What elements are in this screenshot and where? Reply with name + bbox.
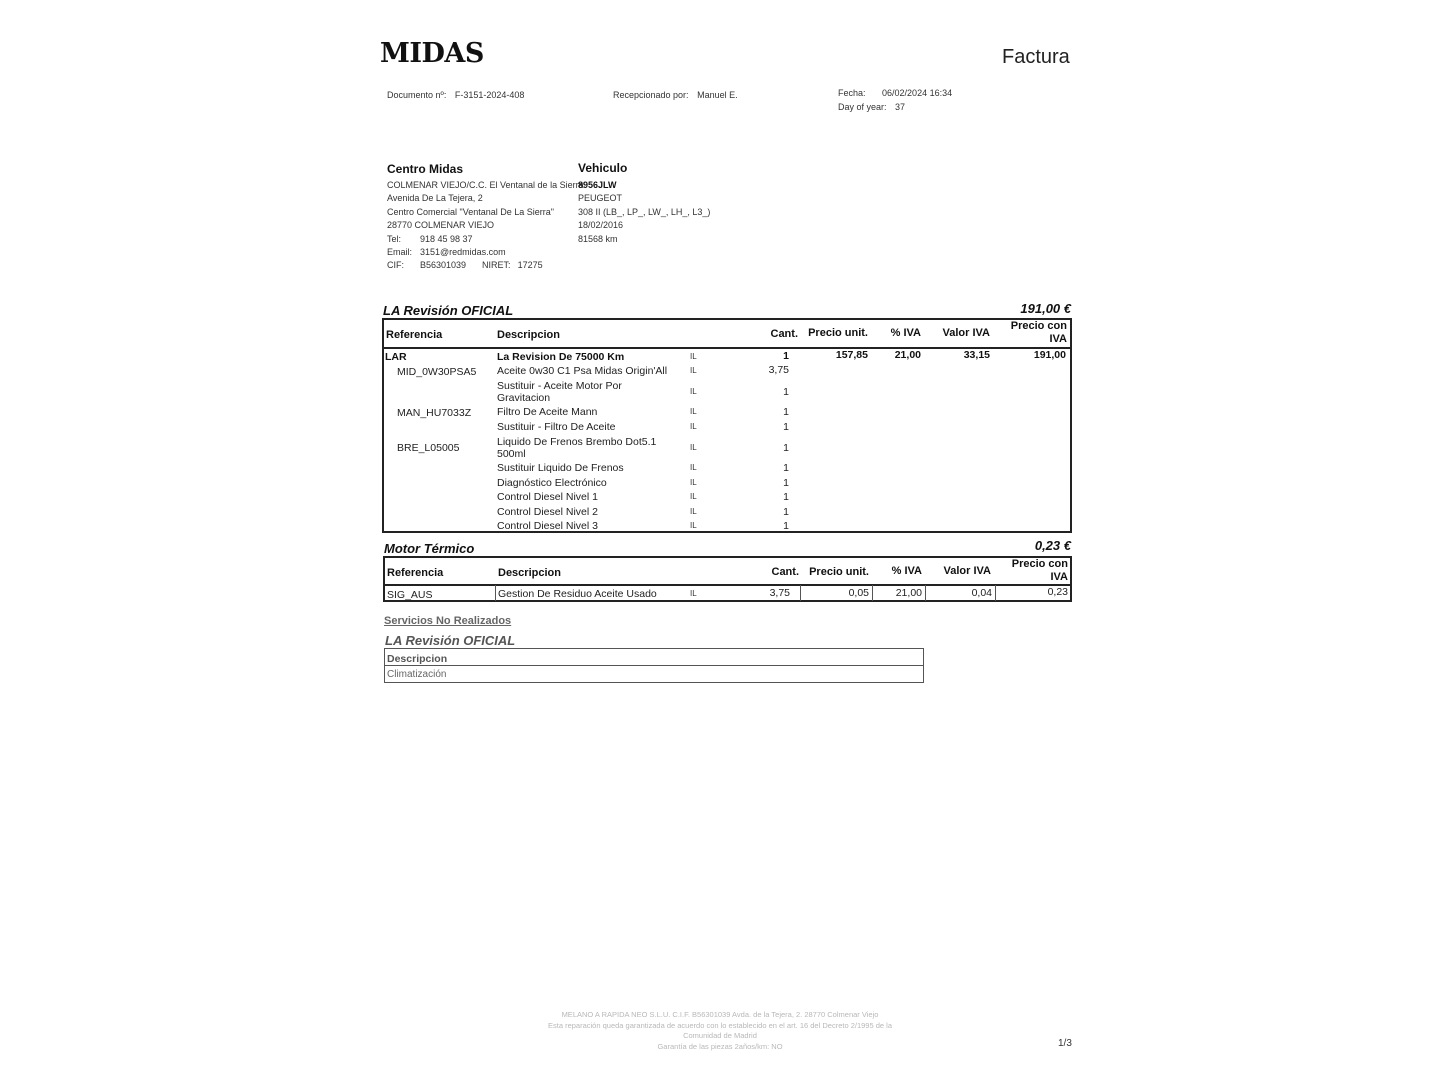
row-unit: IL [690, 352, 697, 361]
row-desc: Aceite 0w30 C1 Psa Midas Origin'All [497, 365, 668, 377]
servicios-no-realizados-heading: Servicios No Realizados [384, 615, 512, 627]
tel-value: 918 45 98 37 [420, 233, 473, 244]
row-desc: Sustituir Liquido De Frenos [497, 462, 624, 474]
col-descripcion: Descripcion [498, 567, 561, 579]
row-desc: Control Diesel Nivel 3 [497, 520, 598, 532]
row-desc-cont: Gravitacion [497, 392, 551, 404]
centro-title: Centro Midas [387, 162, 464, 176]
cif-value: B56301039 [420, 260, 467, 271]
row-cant: 1 [783, 421, 789, 433]
niret-value: 17275 [517, 260, 543, 271]
no-realizados-col: Descripcion [387, 653, 448, 665]
group2-header-divider [384, 584, 1071, 586]
col-iva-pct: % IVA [891, 565, 922, 577]
row-cant: 1 [783, 506, 789, 518]
row-cant: 1 [783, 350, 789, 362]
row-cant: 1 [783, 520, 789, 532]
col-valor-iva: Valor IVA [942, 327, 990, 339]
row-desc: Diagnóstico Electrónico [497, 477, 607, 489]
col-precio-con-iva-l2: IVA [1049, 333, 1067, 345]
row-desc: Liquido De Frenos Brembo Dot5.1 [497, 436, 657, 448]
row-desc: Filtro De Aceite Mann [497, 406, 598, 418]
row-unit: IL [690, 407, 697, 416]
row-unit: IL [690, 478, 697, 487]
dayofyear-label: Day of year: [838, 102, 887, 112]
fecha-value: 06/02/2024 16:34 [882, 88, 953, 98]
row-con-iva: 0,23 [1047, 586, 1068, 598]
legal-footer [500, 1010, 940, 1052]
document-type-title: Factura [1002, 46, 1070, 68]
centro-email [387, 246, 584, 259]
footer-line: Garantía de las piezas 2años/km: NO [657, 1041, 783, 1051]
row-ref: MID_0W30PSA5 [397, 366, 477, 378]
footer-line: Comunidad de Madrid [683, 1031, 757, 1040]
group2-title: Motor Térmico [384, 541, 475, 556]
col-cant: Cant. [771, 566, 799, 578]
documento-label: Documento nº: [387, 90, 447, 100]
row-unit: IL [690, 422, 697, 431]
row-valor-iva: 0,04 [971, 587, 992, 599]
row-precio: 157,85 [835, 349, 868, 361]
col-precio-con-iva-l1: Precio con [1011, 558, 1068, 570]
row-desc: La Revision De 75000 Km [497, 351, 625, 363]
row-iva: 21,00 [894, 349, 921, 361]
centro-line: Avenida De La Tejera, 2 [387, 193, 483, 204]
fecha-label: Fecha: [838, 88, 866, 98]
vehiculo-details [578, 179, 710, 246]
dayofyear-field [838, 102, 905, 112]
footer-line: MELANO A RAPIDA NEO S.L.U. C.I.F. B56301039 Avda. de la Tejera, 2. 28770 Colmenar Viejo [561, 1010, 879, 1019]
row-desc: Gestion De Residuo Aceite Usado [498, 588, 657, 600]
row-unit: IL [690, 507, 697, 516]
row-unit: IL [690, 589, 697, 598]
col-iva-pct: % IVA [890, 327, 921, 339]
row-unit: IL [690, 521, 697, 530]
col-precio-con-iva [996, 558, 1068, 584]
recepcionado-field [613, 90, 738, 100]
row-desc-cont: 500ml [497, 448, 526, 460]
cif-label: CIF: [387, 260, 404, 271]
row-iva: 21,00 [895, 587, 922, 599]
col-precio-con-iva [995, 320, 1067, 346]
tel-label: Tel: [387, 233, 402, 244]
row-precio: 0,05 [848, 587, 869, 599]
group1-total: 191,00 € [1020, 301, 1071, 316]
row-cant: 3,75 [769, 587, 790, 599]
row-cant: 1 [783, 386, 789, 398]
row-valor-iva: 33,15 [963, 349, 990, 361]
row-desc: Sustituir - Filtro De Aceite [497, 421, 616, 433]
row-cant: 1 [783, 477, 789, 489]
row-ref: BRE_L05005 [397, 442, 460, 454]
vehiculo-line: 81568 km [578, 233, 618, 244]
centro-tel [387, 233, 584, 246]
row-cant: 3,75 [768, 364, 789, 376]
col-descripcion: Descripcion [497, 329, 560, 341]
centro-cif [387, 259, 584, 272]
row-ref: MAN_HU7033Z [397, 407, 472, 419]
centro-address [387, 179, 584, 273]
row-cant: 1 [783, 406, 789, 418]
col-precio-con-iva-l2: IVA [1050, 571, 1068, 583]
dayofyear-value: 37 [895, 102, 906, 112]
col-divider [495, 585, 496, 601]
vehiculo-title: Vehiculo [578, 161, 628, 175]
row-cant: 1 [783, 442, 789, 454]
col-precio-con-iva-l1: Precio con [1010, 320, 1067, 332]
row-cant: 1 [783, 491, 789, 503]
col-valor-iva: Valor IVA [943, 565, 991, 577]
email-value: 3151@redmidas.com [420, 247, 506, 258]
no-realizados-divider [385, 665, 923, 666]
recepcionado-label: Recepcionado por: [613, 90, 689, 100]
row-unit: IL [690, 366, 697, 375]
vehiculo-line: 18/02/2016 [578, 220, 624, 231]
documento-field [387, 90, 524, 100]
row-unit: IL [690, 463, 697, 472]
group1-title: LA Revisión OFICIAL [383, 303, 514, 318]
vehiculo-line: 308 II (LB_, LP_, LW_, LH_, L3_) [578, 206, 711, 217]
page-number: 1/3 [1058, 1038, 1072, 1049]
row-unit: IL [690, 492, 697, 501]
row-unit: IL [690, 443, 697, 452]
row-cant: 1 [783, 462, 789, 474]
row-unit: IL [690, 387, 697, 396]
row-con-iva: 191,00 [1033, 349, 1066, 361]
group2-total: 0,23 € [1034, 538, 1071, 553]
fecha-field [838, 88, 952, 98]
col-precio-unit: Precio unit. [808, 327, 868, 339]
col-referencia: Referencia [387, 567, 444, 579]
vehiculo-plate: 8956JLW [578, 180, 617, 190]
col-precio-unit: Precio unit. [809, 566, 869, 578]
niret-label: NIRET: [482, 260, 511, 271]
vehiculo-line: PEUGEOT [578, 193, 623, 204]
row-ref: SIG_AUS [387, 589, 433, 601]
no-realizados-title: LA Revisión OFICIAL [385, 633, 516, 648]
centro-line: Centro Comercial "Ventanal De La Sierra" [387, 206, 554, 217]
recepcionado-value: Manuel E. [697, 90, 738, 100]
col-referencia: Referencia [386, 329, 443, 341]
row-desc: Control Diesel Nivel 1 [497, 491, 598, 503]
centro-line: COLMENAR VIEJO/C.C. El Ventanal de la Sierra [387, 180, 584, 190]
midas-logo: MIDAS [380, 38, 484, 69]
documento-value: F-3151-2024-408 [454, 90, 525, 100]
centro-line: 28770 COLMENAR VIEJO [387, 220, 495, 231]
col-cant: Cant. [770, 328, 798, 340]
footer-line: Esta reparación queda garantizada de acuerdo con lo establecido en el art. 16 del Decreto 2/1995 de la [548, 1020, 892, 1030]
row-desc: Sustituir - Aceite Motor Por [497, 380, 622, 392]
row-ref: LAR [385, 351, 407, 363]
row-desc: Control Diesel Nivel 2 [497, 506, 598, 518]
no-realizados-item: Climatización [387, 669, 447, 680]
email-label: Email: [387, 247, 413, 258]
